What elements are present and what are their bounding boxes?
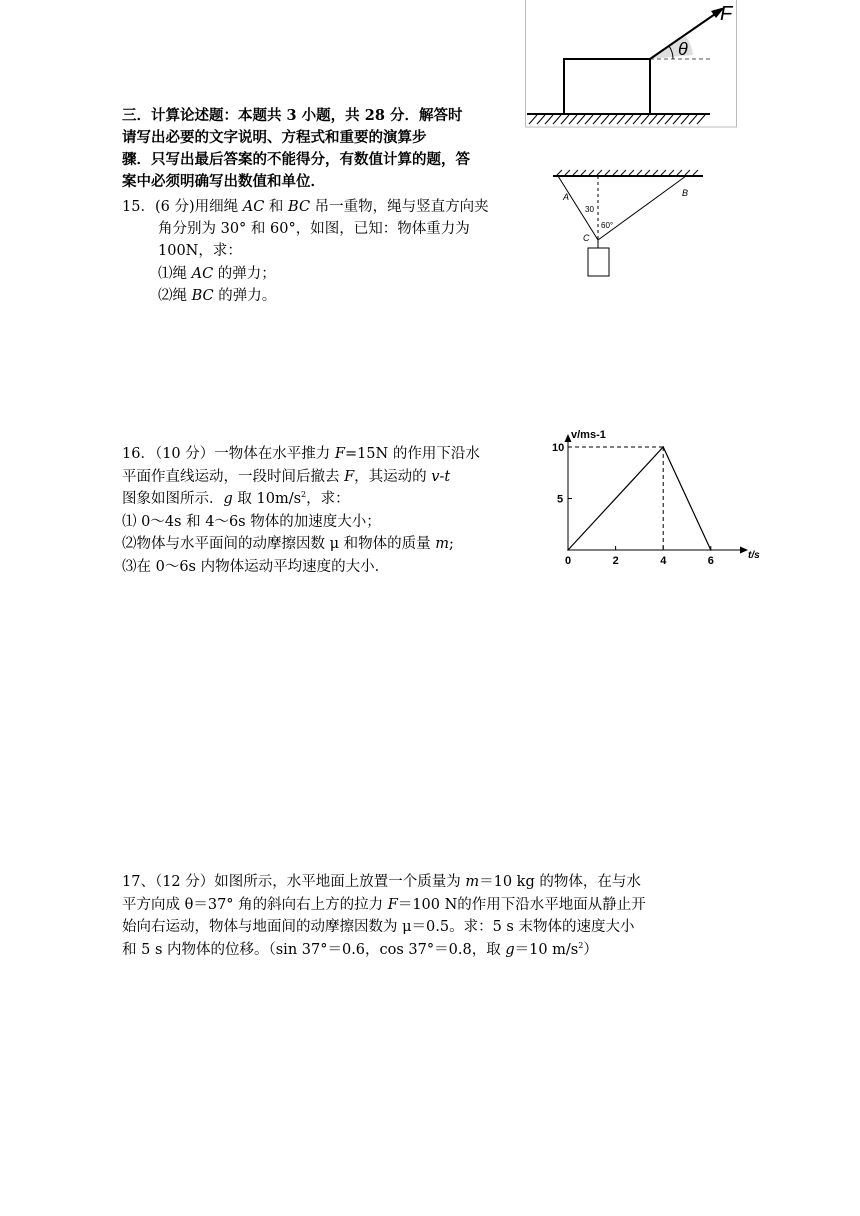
q15-text: 和 — [264, 199, 289, 215]
q16-sub3: ⑶在 0～6s 内物体运动平均速度的大小． — [122, 559, 390, 575]
y-tick-label: 5 — [557, 493, 564, 506]
section3-heading — [122, 105, 470, 193]
q16-line3 — [122, 488, 350, 510]
data-point — [662, 446, 664, 448]
rope-BC-line — [598, 176, 689, 240]
q15-sub1-text: 的弹力； — [213, 266, 276, 282]
y-tick-label: 10 — [552, 442, 565, 454]
figure-15 — [553, 168, 705, 280]
q16-sub2-text: ; — [449, 536, 454, 552]
label-A: A — [563, 192, 570, 202]
q17-line3: 始向右运动，物体与地面间的动摩擦因数为 μ＝0.5。求：5 s 末物体的速度大小 — [122, 919, 635, 935]
q17-line1 — [122, 871, 641, 893]
vt-chart-svg — [543, 420, 765, 570]
angle-60-label: 60° — [601, 221, 614, 230]
q15-sub2-text: 的弹力。 — [213, 288, 277, 304]
q16-sub2 — [122, 533, 454, 555]
section3-heading-line: 骤．只写出最后答案的不能得分，有数值计算的题，答 — [122, 151, 470, 168]
section3-heading-line: 案中必须明确写出数值和单位． — [122, 173, 325, 190]
label-C: C — [583, 233, 590, 243]
figure-15-svg — [553, 168, 705, 280]
q16-text: ，其运动的 — [354, 469, 432, 485]
label-B: B — [682, 188, 689, 198]
x-axis-label: t/s — [748, 550, 760, 561]
q17-text: 17、（12 分）如图所示，水平地面上放置一个质量为 — [122, 874, 466, 890]
q15-sub1 — [158, 263, 276, 285]
q17-text: 平方向成 θ＝37° 角的斜向右上方的拉力 — [122, 897, 388, 913]
force-F: F — [387, 897, 398, 913]
superscript-2: 2 — [301, 490, 307, 500]
gravity-g: g — [505, 942, 515, 958]
mass-m: m — [435, 536, 449, 552]
series-line — [568, 447, 711, 550]
x-tick-label: 6 — [707, 555, 714, 567]
superscript-2: 2 — [578, 941, 584, 951]
block — [564, 59, 650, 114]
q16-text: =15N 的作用下沿水 — [344, 446, 480, 462]
q15-number: 15． — [122, 199, 155, 215]
q16-sub2-text: ⑵物体与水平面间的动摩擦因数 μ 和物体的质量 — [122, 536, 436, 552]
q16-text: 图象如图所示． — [122, 491, 224, 507]
q16-line1 — [122, 443, 480, 465]
data-point — [710, 549, 712, 551]
q17-text: ） — [583, 942, 598, 958]
y-axis-label: v/ms-1 — [571, 429, 606, 441]
q17-text: ＝10 kg 的物体，在与水 — [479, 874, 641, 890]
label-F: F — [720, 3, 733, 25]
q15-sub2 — [158, 285, 276, 307]
rope-BC: BC — [191, 288, 214, 304]
ceiling-hatching — [557, 170, 698, 175]
q17-text: ＝10 m/s — [514, 942, 579, 958]
figure-17 — [525, 0, 737, 128]
q15-line1 — [122, 196, 489, 218]
vt-label: v-t — [431, 469, 451, 485]
q16-text: ，求： — [306, 491, 350, 507]
force-F: F — [334, 446, 345, 462]
q17-text: 和 5 s 内物体的位移。（sin 37°＝0.6，cos 37°＝0.8，取 — [122, 942, 506, 958]
angle-30-label: 30 — [585, 205, 594, 214]
q15-sub2-text: ⑵绳 — [158, 288, 192, 304]
q17-text: ＝100 N的作用下沿水平地面从静止开 — [397, 897, 646, 913]
data-point — [567, 549, 569, 551]
q15-text: 吊一重物，绳与竖直方向夹 — [310, 199, 489, 215]
q15-sub1-text: ⑴绳 — [158, 266, 192, 282]
q16-text: 取 10m/s — [232, 491, 302, 507]
q16-sub1: ⑴ 0～4s 和 4～6s 物体的加速度大小； — [122, 514, 381, 530]
rope-BC: BC — [288, 199, 311, 215]
force-F: F — [344, 469, 355, 485]
q17-line2 — [122, 894, 646, 916]
q15-text: (6 分)用细绳 — [154, 199, 243, 215]
x-axis-arrow — [740, 547, 748, 554]
section3-heading-line: 请写出必要的文字说明、方程式和重要的演算步 — [122, 129, 427, 146]
q16-text: 平面作直线运动，一段时间后撤去 — [122, 469, 345, 485]
section3-heading-line: 三．计算论述题：本题共 3 小题，共 28 分．解答时 — [122, 107, 463, 124]
x-tick-label: 2 — [612, 555, 619, 567]
label-theta: θ — [678, 39, 688, 59]
figure-17-svg — [525, 0, 737, 128]
q16-line2 — [122, 466, 450, 488]
rope-AC: AC — [242, 199, 265, 215]
q15-line2: 角分别为 30° 和 60°，如图，已知：物体重力为 — [158, 221, 470, 237]
q16-text: 16．（10 分）一物体在水平推力 — [122, 446, 335, 462]
mass-m: m — [465, 874, 480, 890]
gravity-g: g — [223, 491, 233, 507]
q15-line3: 100N，求： — [158, 243, 242, 259]
hanging-weight — [588, 248, 609, 276]
x-tick-label: 4 — [660, 555, 667, 567]
rope-AC: AC — [191, 266, 214, 282]
q17-line4 — [122, 939, 598, 961]
x-tick-label: 0 — [565, 555, 572, 567]
vt-chart — [543, 420, 765, 570]
ground-hatching — [529, 115, 705, 124]
